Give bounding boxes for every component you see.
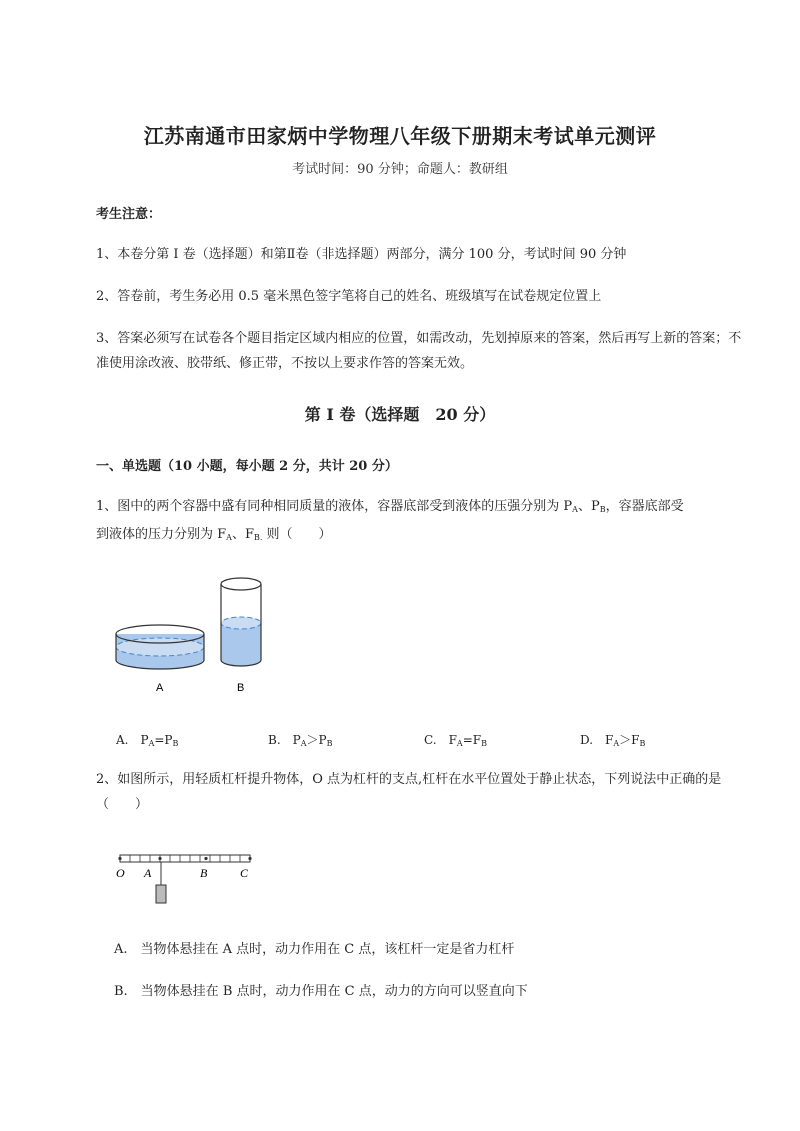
q1-option-a-sub1: A xyxy=(148,739,155,748)
q1-option-d-text: D. F xyxy=(580,733,614,747)
q1-sub-pa: A xyxy=(572,505,578,514)
notice-item-2: 2、答卷前，考生务必用 0.5 毫米黑色签字笔将自己的姓名、班级填写在试卷规定位置上 xyxy=(96,289,602,304)
q1-option-d-sub2: B xyxy=(639,739,646,748)
notice-item-3: 3、答案必须写在试卷各个题目指定区域内相应的位置，如需改动，先划掉原来的答案，然后再写上新的答案；不准使用涂改液、胶带纸、修正带，不按以上要求作答的答案无效。 xyxy=(96,331,742,371)
lever-bar xyxy=(118,855,251,862)
hanging-weight xyxy=(156,862,166,903)
q2-option-a[interactable]: A. 当物体悬挂在 A 点时，动力作用在 C 点，该杠杆一定是省力杠杆 xyxy=(114,942,515,957)
question-2-text: 2、如图所示，用轻质杠杆提升物体，O 点为杠杆的支点,杠杆在水平位置处于静止状态，下列说法中正确的是（ ） xyxy=(96,772,722,812)
notice-heading: 考生注意： xyxy=(96,207,162,222)
q1-option-a-text: A. P xyxy=(116,733,149,747)
q1-sub-fa: A xyxy=(226,533,232,542)
q1-option-b-sub1: A xyxy=(300,739,307,748)
label-a: A xyxy=(144,866,152,880)
q1-option-d[interactable] xyxy=(580,731,645,748)
q1-line2-c: 则（ ） xyxy=(262,527,332,542)
part-heading: 一、单选题（10 小题，每小题 2 分，共计 20 分） xyxy=(96,459,398,474)
container-b xyxy=(221,578,261,666)
q1-option-c-text: C. F xyxy=(424,733,457,747)
q1-text-c: ，容器底部受 xyxy=(605,499,684,514)
q1-line2-b: 、F xyxy=(231,527,254,542)
label-b: B xyxy=(200,866,208,880)
q1-option-c[interactable] xyxy=(424,731,487,748)
exam-subtitle: 考试时间：90 分钟；命题人：教研组 xyxy=(292,162,508,177)
q1-option-c-sub1: A xyxy=(456,739,463,748)
q1-sub-fb: B. xyxy=(253,533,263,542)
page-title: 江苏南通市田家炳中学物理八年级下册期末考试单元测评 xyxy=(143,124,657,148)
container-a xyxy=(116,625,204,669)
q1-text-a: 1、图中的两个容器中盛有同种相同质量的液体，容器底部受到液体的压强分别为 P xyxy=(96,499,573,514)
containers-figure xyxy=(100,570,280,700)
label-c: C xyxy=(240,866,249,880)
section-title: 第 I 卷（选择题 20 分） xyxy=(304,405,496,424)
q1-option-b[interactable] xyxy=(268,731,332,748)
q1-option-b-mid: ＞P xyxy=(306,733,327,747)
q1-sub-pb: B xyxy=(599,505,606,514)
q1-option-a-sub2: B xyxy=(172,739,179,748)
q1-line2-a: 到液体的压力分别为 F xyxy=(96,527,227,542)
question-1-text xyxy=(96,494,756,550)
notice-item-1: 1、本卷分第 I 卷（选择题）和第Ⅱ卷（非选择题）两部分，满分 100 分，考试时间 90 分钟 xyxy=(96,247,627,262)
label-a: A xyxy=(156,682,164,694)
label-b: B xyxy=(237,682,245,694)
q1-option-b-sub2: B xyxy=(326,739,333,748)
q1-option-b-text: B. P xyxy=(268,733,301,747)
label-o: O xyxy=(116,866,125,880)
q1-option-d-mid: ＞F xyxy=(619,733,640,747)
q1-option-a-mid: =P xyxy=(154,733,173,747)
q1-option-c-sub2: B xyxy=(481,739,487,748)
q1-option-c-mid: =F xyxy=(462,733,482,747)
q1-text-b: 、P xyxy=(577,499,600,514)
q1-option-a[interactable] xyxy=(116,731,178,748)
q1-option-d-sub1: A xyxy=(613,739,620,748)
q2-option-b[interactable]: B. 当物体悬挂在 B 点时，动力作用在 C 点，动力的方向可以竖直向下 xyxy=(114,984,528,999)
lever-figure xyxy=(108,845,268,915)
